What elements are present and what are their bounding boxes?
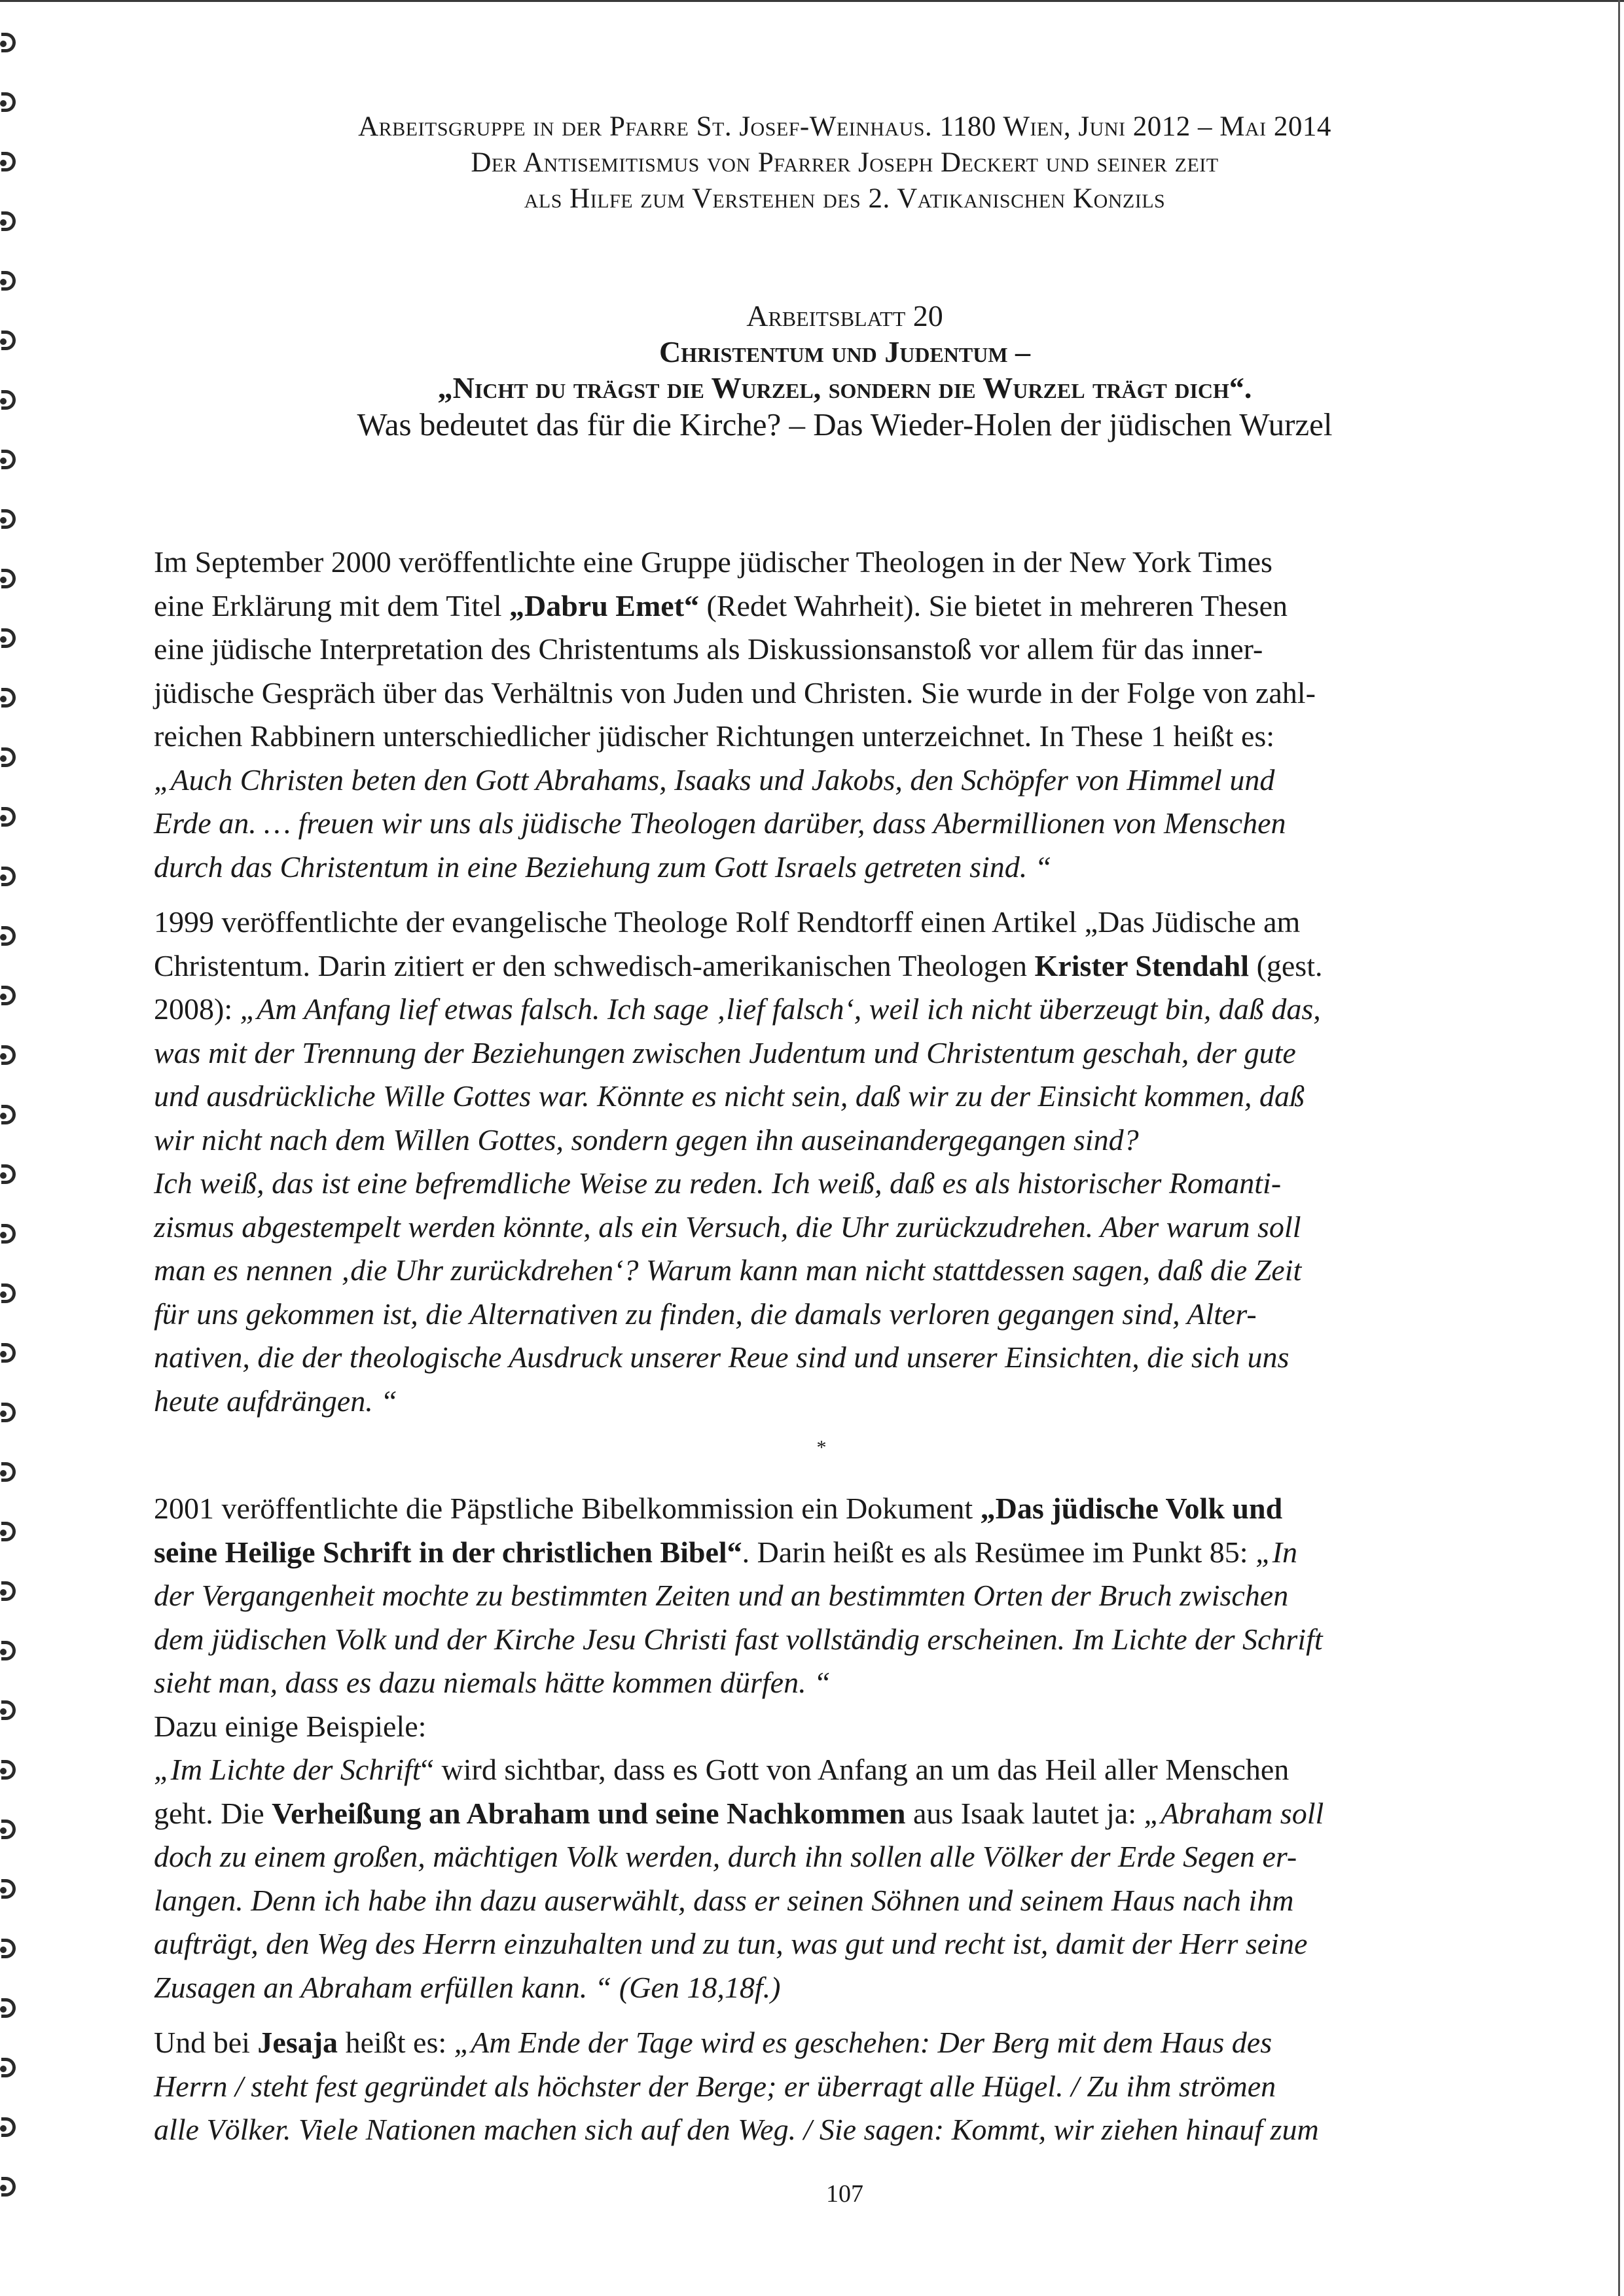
binding-ring [1, 628, 16, 648]
paragraph-dabru-emet [154, 541, 1450, 889]
text-line [154, 901, 1450, 944]
text-line [154, 759, 1450, 802]
bold-text: „Das jüdische Volk und [980, 1492, 1283, 1525]
section-separator: * [816, 1437, 827, 1458]
text-line [154, 672, 1450, 715]
text-line [154, 944, 1450, 988]
text-line [154, 1661, 1450, 1705]
text-line [154, 1922, 1450, 1966]
paragraph-stendahl [154, 901, 1450, 1423]
text-line [154, 584, 1450, 628]
binding-ring [1, 1998, 16, 2018]
quote-text: aufträgt, den Weg des Herrn einzuhalten und zu tun, was gut und recht ist, damit der Herr seine [154, 1927, 1308, 1960]
worksheet-title-2: „Nicht du trägst die Wurzel, sondern die Wurzel trägt dich“. [437, 371, 1252, 404]
text-run: (gest. [1249, 948, 1323, 982]
text-line [154, 541, 1450, 584]
text-run: jüdische Gespräch über das Verhältnis von Juden und Christen. Sie wurde in der Folge von zahl- [154, 675, 1316, 709]
text-run: Im September 2000 veröffentlichte eine Gruppe jüdischer Theologen in der New York Times [154, 545, 1272, 579]
quote-text: nativen, die der theologische Ausdruck unserer Reue sind und unserer Einsichten, die sich uns [154, 1340, 1290, 1374]
text-line [154, 1336, 1450, 1380]
quote-text: „In [1255, 1535, 1297, 1569]
header-line-2: Der Antisemitismus von Pfarrer Joseph Deckert und seiner zeit [471, 147, 1219, 178]
document-header [0, 109, 1624, 217]
bold-text: Verheißung an Abraham und seine Nachkommen [272, 1796, 906, 1830]
text-run: 1999 veröffentlichte der evangelische Theologe Rolf Rendtorff einen Artikel „Das Jüdische am [154, 905, 1301, 939]
bold-text: „Dabru Emet“ [509, 588, 700, 622]
quote-text: Zusagen an Abraham erfüllen kann. “ (Gen 18,18f.) [154, 1970, 781, 2004]
quote-text: „Abraham soll [1144, 1796, 1324, 1830]
worksheet-heading [65, 298, 1624, 444]
page-number-text: 107 [826, 2180, 863, 2208]
quote-text: wir nicht nach dem Willen Gottes, sondern gegen ihn auseinandergegangen sind? [154, 1122, 1139, 1157]
text-run: eine jüdische Interpretation des Christentums als Diskussionsanstoß vor allem für das inner- [154, 632, 1263, 666]
text-line [154, 1879, 1450, 1923]
text-line [154, 1574, 1450, 1618]
binding-ring [1, 33, 16, 52]
quote-text: „Am Anfang lief etwas falsch. Ich sage ‚lief falsch‘, weil ich nicht überzeugt bin, daß das, [240, 992, 1321, 1026]
binding-ring [1, 2117, 16, 2137]
binding-ring [1, 807, 16, 827]
binding-ring [1, 1820, 16, 1839]
binding-ring [1, 1760, 16, 1780]
text-line [154, 1075, 1450, 1119]
text-line [154, 1206, 1450, 1249]
text-run: heißt es: [338, 2026, 454, 2059]
binding-ring [1, 271, 16, 291]
text-line [154, 1792, 1450, 1836]
paragraph-jesaja [154, 2021, 1450, 2152]
binding-ring [1, 1641, 16, 1660]
text-run: Christentum. Darin zitiert er den schwedisch-amerikanischen Theologen [154, 948, 1035, 982]
scan-edge-top [0, 0, 1624, 2]
text-run: eine Erklärung mit dem Titel [154, 588, 509, 622]
text-run: geht. Die [154, 1796, 272, 1830]
quote-text: für uns gekommen ist, die Alternativen zu finden, die damals verloren gegangen sind, Alter- [154, 1297, 1257, 1331]
quote-text: Ich weiß, das ist eine befremdliche Weise zu reden. Ich weiß, daß es als historischer Romanti- [154, 1166, 1282, 1200]
quote-text: sieht man, dass es dazu niemals hätte kommen dürfen. “ [154, 1666, 831, 1699]
quote-text: langen. Denn ich habe ihn dazu auserwählt, dass er seinen Söhnen und seinem Haus nach ihm [154, 1883, 1294, 1917]
quote-text: heute aufdrängen. “ [154, 1384, 397, 1418]
quote-text: „Am Ende der Tage wird es geschehen: Der Berg mit dem Haus des [454, 2026, 1272, 2059]
text-line [154, 1835, 1450, 1879]
binding-ring [1, 450, 16, 469]
quote-text: und ausdrückliche Wille Gottes war. Könnte es nicht sein, daß wir zu der Einsicht kommen, daß [154, 1079, 1305, 1113]
binding-ring [1, 390, 16, 410]
text-line [154, 1748, 1450, 1792]
text-run: reichen Rabbinern unterschiedlicher jüdischer Richtungen unterzeichnet. In These 1 heißt es: [154, 719, 1275, 753]
spiral-binding [0, 33, 22, 2245]
text-line [154, 2108, 1450, 2152]
text-line [154, 1705, 1450, 1749]
text-run: 2001 veröffentlichte die Päpstliche Bibelkommission ein Dokument [154, 1492, 981, 1525]
binding-ring [1, 867, 16, 886]
quote-text: Erde an. … freuen wir uns als jüdische Theologen darüber, dass Abermillionen von Menschen [154, 806, 1286, 840]
body-text [154, 541, 1450, 2164]
binding-ring [1, 1045, 16, 1065]
text-line [154, 1162, 1450, 1206]
quote-text: was mit der Trennung der Beziehungen zwischen Judentum und Christentum geschah, der gute [154, 1035, 1296, 1069]
quote-text: alle Völker. Viele Nationen machen sich auf den Weg. / Sie sagen: Kommt, wir ziehen hinauf zum [154, 2113, 1319, 2146]
binding-ring [1, 1403, 16, 1422]
binding-ring [1, 986, 16, 1005]
binding-ring [1, 2058, 16, 2077]
binding-ring [1, 1224, 16, 1244]
binding-ring [1, 1700, 16, 1720]
text-run: Und bei [154, 2026, 258, 2059]
text-line [154, 1031, 1450, 1075]
text-run: 2008): [154, 992, 240, 1026]
binding-ring [1, 688, 16, 708]
text-line [154, 1119, 1450, 1162]
text-line [154, 1249, 1450, 1293]
quote-text: Herrn / steht fest gegründet als höchster der Berge; er überragt alle Hügel. / Zu ihm strömen [154, 2069, 1276, 2103]
text-line [154, 2065, 1450, 2109]
binding-ring [1, 1164, 16, 1184]
binding-ring [1, 1462, 16, 1482]
text-run: . Darin heißt es als Resümee im Punkt 85: [742, 1535, 1256, 1569]
quote-text: dem jüdischen Volk und der Kirche Jesu Christi fast vollständig erscheinen. Im Lichte der Schrift [154, 1622, 1323, 1656]
worksheet-subtitle: Was bedeutet das für die Kirche? – Das Wieder-Holen der jüdischen Wurzel [357, 406, 1333, 442]
quote-text: zismus abgestempelt werden könnte, als ein Versuch, die Uhr zurückzudrehen. Aber warum soll [154, 1210, 1301, 1244]
quote-text: „Auch Christen beten den Gott Abrahams, Isaaks und Jakobs, den Schöpfer von Himmel und [154, 762, 1275, 797]
quote-text: doch zu einem großen, mächtigen Volk werden, durch ihn sollen alle Völker der Erde Segen er- [154, 1840, 1297, 1873]
binding-ring [1, 509, 16, 529]
quote-text: der Vergangenheit mochte zu bestimmten Zeiten und an bestimmten Orten der Bruch zwischen [154, 1579, 1289, 1612]
bold-text: Jesaja [257, 2026, 338, 2059]
quote-text: „Im Lichte der Schrift [154, 1753, 421, 1786]
binding-ring [1, 1105, 16, 1124]
header-line-1: Arbeitsgruppe in der Pfarre St. Josef-Weinhaus. 1180 Wien, Juni 2012 – Mai 2014 [358, 111, 1331, 142]
text-line [154, 1618, 1450, 1662]
binding-ring [1, 747, 16, 767]
text-run: aus Isaak lautet ja: [905, 1796, 1144, 1830]
bold-text: seine Heilige Schrift in der christlichen Bibel“ [154, 1535, 742, 1569]
paragraph-bibelkommission [154, 1487, 1450, 2009]
text-run: “ wird sichtbar, dass es Gott von Anfang an um das Heil aller Menschen [420, 1753, 1290, 1786]
text-run: (Redet Wahrheit). Sie bietet in mehreren Thesen [699, 588, 1288, 622]
text-line [154, 988, 1450, 1031]
text-line [154, 715, 1450, 759]
binding-ring [1, 1939, 16, 1958]
quote-text: man es nennen ‚die Uhr zurückdrehen‘? Warum kann man nicht stattdessen sagen, daß die Zeit [154, 1253, 1302, 1287]
binding-ring [1, 1343, 16, 1363]
binding-ring [1, 1522, 16, 1541]
text-line [154, 846, 1450, 889]
binding-ring [1, 1283, 16, 1303]
text-line [154, 628, 1450, 672]
bold-text: Krister Stendahl [1034, 948, 1250, 982]
binding-ring [1, 569, 16, 588]
quote-text: durch das Christentum in eine Beziehung zum Gott Israels getreten sind. “ [154, 850, 1052, 884]
header-line-3: als Hilfe zum Verstehen des 2. Vatikanischen Konzils [524, 183, 1166, 214]
text-line [154, 1966, 1450, 2010]
text-line [154, 2021, 1450, 2065]
text-line [154, 802, 1450, 846]
binding-ring [1, 331, 16, 350]
binding-ring [1, 1879, 16, 1899]
text-line [154, 1380, 1450, 1424]
binding-ring [1, 926, 16, 946]
text-line [154, 1293, 1450, 1336]
worksheet-label: Arbeitsblatt 20 [746, 299, 943, 332]
page-number [0, 2179, 1624, 2208]
worksheet-title-1: Christentum und Judentum – [659, 335, 1031, 368]
binding-ring [1, 1581, 16, 1601]
text-line [154, 1487, 1450, 1531]
text-run: Dazu einige Beispiele: [154, 1709, 427, 1743]
text-line [154, 1531, 1450, 1575]
